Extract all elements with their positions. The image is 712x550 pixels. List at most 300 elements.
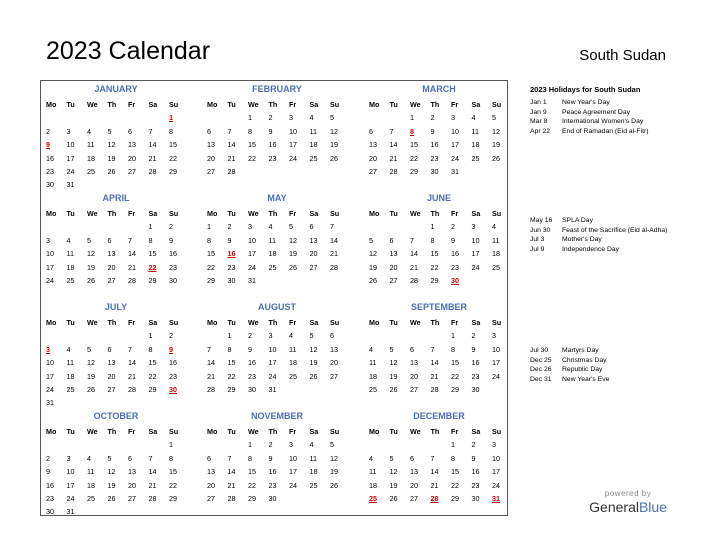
day-cell: 5 [330,440,334,450]
holiday-date: Dec 31 [530,375,552,383]
country-label: South Sudan [579,47,666,64]
day-cell: 18 [309,140,318,150]
day-cell: 27 [207,166,215,176]
holiday-row [530,226,690,236]
day-cell: 8 [227,344,232,354]
day-cell: 19 [492,140,500,150]
day-cell: 11 [309,453,317,463]
day-cell: 2 [268,113,273,123]
holiday-name: End of Ramadan (Eid al-Fitr) [562,127,649,135]
day-cell: 3 [66,453,71,463]
day-cell: 20 [107,262,116,272]
weekday-header: Fr [289,318,297,327]
day-cell: 18 [66,371,75,381]
holiday-date: Jan 1 [530,99,547,106]
month-days-grid [46,207,191,287]
weekday-header: Tu [227,209,236,218]
day-cell: 13 [207,140,215,150]
holiday-name: Christmas Day [562,356,607,364]
day-cell: 17 [268,358,277,368]
weekday-header: We [87,318,98,327]
day-cell: 12 [492,126,500,136]
day-cell: 19 [87,262,95,272]
day-cell: 9 [268,453,273,463]
day-cell: 12 [369,249,377,259]
weekday-header: Th [268,427,278,436]
day-cell: 11 [492,235,500,245]
day-cell: 23 [46,166,54,176]
holiday-group [530,346,690,384]
day-cell: 22 [430,262,439,272]
day-cell: 14 [330,235,338,245]
day-cell: 13 [107,249,116,259]
day-cell: 5 [107,126,112,136]
holiday-name: SPLA Day [562,217,593,224]
empty-cell [369,329,390,342]
day-cell: 9 [46,467,50,477]
weekday-header: Su [330,318,340,327]
day-cell: 6 [128,453,132,463]
day-cell: 5 [87,344,91,354]
weekday-header: Sa [309,209,319,218]
empty-cell [67,438,88,451]
day-cell: 30 [46,180,54,190]
empty-cell [369,111,390,124]
month-days-grid [46,98,191,192]
day-cell: 7 [227,126,232,136]
weekday-header: Fr [128,209,136,218]
weekday-header: Su [492,100,502,109]
weekday-header: Tu [66,427,75,436]
day-cell: 4 [369,453,373,463]
empty-cell [128,220,149,233]
day-cell: 29 [451,493,459,503]
day-cell: 14 [227,140,236,150]
holiday-row [530,117,690,127]
month-name: NOVEMBER [250,411,303,421]
day-cell: 24 [289,153,297,163]
day-cell: 19 [289,249,297,259]
day-cell: 28 [430,384,439,394]
day-cell: 2 [471,440,476,450]
day-cell: 2 [46,126,50,136]
day-cell: 27 [309,262,318,272]
day-cell: 20 [128,480,136,490]
calendar-grid [40,80,508,516]
day-cell: 20 [309,249,318,259]
month-name: JUNE [426,193,451,203]
day-cell: 24 [66,493,75,503]
empty-cell [108,438,129,451]
day-cell: 16 [169,358,177,368]
day-cell: 20 [107,371,116,381]
empty-cell [207,329,228,342]
holiday-day-cell: 9 [46,140,50,150]
weekday-header: Fr [451,318,459,327]
month-october [41,410,191,519]
day-cell: 20 [389,262,398,272]
day-cell: 26 [389,384,398,394]
empty-cell [390,438,411,451]
month-days-grid [46,316,191,410]
day-cell: 2 [451,222,455,232]
day-cell: 31 [451,166,459,176]
day-cell: 30 [227,275,236,285]
day-cell: 27 [389,275,398,285]
day-cell: 8 [430,235,435,245]
day-cell: 26 [330,480,338,490]
weekday-header: We [410,318,421,327]
empty-cell [87,111,108,124]
day-cell: 25 [309,153,318,163]
day-cell: 29 [451,384,459,394]
holiday-day-cell: 25 [369,493,377,503]
weekday-header: Mo [46,100,57,109]
holiday-day-cell: 9 [169,344,173,354]
day-cell: 26 [330,153,338,163]
day-cell: 3 [248,222,252,232]
day-cell: 16 [471,358,480,368]
holiday-day-cell: 31 [492,493,500,503]
day-cell: 20 [330,358,338,368]
day-cell: 28 [128,275,136,285]
day-cell: 29 [148,384,157,394]
day-cell: 6 [330,331,334,341]
empty-cell [369,438,390,451]
day-cell: 12 [87,249,95,259]
empty-cell [46,329,67,342]
day-cell: 16 [46,480,54,490]
day-cell: 15 [148,358,157,368]
weekday-header: Mo [207,427,218,436]
day-cell: 30 [46,507,54,517]
day-cell: 24 [248,262,256,272]
holiday-row [530,127,690,137]
holiday-name: Independence Day [562,245,620,253]
day-cell: 14 [148,467,157,477]
day-cell: 28 [207,384,215,394]
month-name: SEPTEMBER [410,302,467,312]
day-cell: 14 [207,358,215,368]
day-cell: 8 [207,235,211,245]
day-cell: 21 [148,153,157,163]
empty-cell [410,329,431,342]
day-cell: 7 [430,453,435,463]
weekday-header: Su [492,209,502,218]
day-cell: 3 [268,331,273,341]
month-name: JULY [104,302,128,312]
day-cell: 21 [148,480,157,490]
weekday-header: Sa [148,427,158,436]
day-cell: 28 [389,166,398,176]
day-cell: 7 [207,344,211,354]
empty-cell [108,329,129,342]
day-cell: 18 [492,249,500,259]
day-cell: 27 [410,384,418,394]
weekday-header: Sa [471,100,481,109]
day-cell: 12 [107,140,116,150]
day-cell: 6 [309,222,314,232]
day-cell: 31 [268,384,277,394]
day-cell: 19 [389,480,398,490]
day-cell: 3 [66,126,71,136]
day-cell: 19 [369,262,377,272]
day-cell: 31 [248,275,256,285]
day-cell: 14 [227,467,236,477]
month-days-grid [369,316,514,396]
day-cell: 5 [289,222,293,232]
day-cell: 13 [309,235,318,245]
weekday-header: Mo [369,209,380,218]
day-cell: 14 [430,467,439,477]
weekday-header: Mo [207,209,218,218]
day-cell: 21 [389,153,398,163]
day-cell: 26 [369,275,377,285]
brand-name [589,499,667,515]
day-cell: 30 [430,166,439,176]
day-cell: 18 [289,358,297,368]
weekday-header: Mo [46,209,57,218]
day-cell: 30 [268,493,277,503]
empty-cell [46,220,67,233]
day-cell: 19 [87,371,95,381]
day-cell: 1 [207,222,211,232]
day-cell: 26 [289,262,297,272]
day-cell: 7 [227,453,232,463]
day-cell: 31 [66,180,75,190]
day-cell: 7 [148,126,153,136]
weekday-header: Sa [309,318,319,327]
holidays-title: 2023 Holidays for South Sudan [530,85,641,94]
holiday-date: May 16 [530,217,553,224]
day-cell: 31 [66,507,75,517]
empty-cell [108,220,129,233]
day-cell: 11 [268,235,276,245]
day-cell: 3 [289,440,293,450]
weekday-header: Su [492,427,502,436]
empty-cell [390,220,411,233]
day-cell: 20 [410,371,418,381]
day-cell: 23 [268,153,277,163]
empty-cell [87,329,108,342]
day-cell: 16 [268,467,277,477]
day-cell: 17 [66,153,75,163]
empty-cell [128,438,149,451]
weekday-header: Sa [471,209,481,218]
day-cell: 17 [46,371,54,381]
day-cell: 1 [169,440,173,450]
day-cell: 29 [430,275,439,285]
day-cell: 16 [248,358,256,368]
day-cell: 17 [492,467,500,477]
day-cell: 3 [492,331,496,341]
weekday-header: Tu [389,318,398,327]
day-cell: 20 [207,480,215,490]
day-cell: 23 [46,493,54,503]
day-cell: 12 [389,358,398,368]
day-cell: 2 [248,331,252,341]
day-cell: 13 [330,344,338,354]
day-cell: 13 [410,467,418,477]
holiday-date: Mar 8 [530,118,548,125]
day-cell: 23 [430,153,439,163]
day-cell: 30 [169,275,177,285]
empty-cell [67,111,88,124]
holiday-name: Peace Agreement Day [562,108,631,116]
weekday-header: Sa [148,209,158,218]
day-cell: 16 [268,140,277,150]
day-cell: 24 [471,262,480,272]
holiday-name: Republic Day [562,366,603,373]
day-cell: 26 [107,166,116,176]
day-cell: 14 [389,140,398,150]
holiday-day-cell: 3 [46,344,50,354]
weekday-header: Mo [369,100,380,109]
day-cell: 6 [410,344,414,354]
month-days-grid [207,425,352,505]
holidays-panel [530,84,690,383]
day-cell: 1 [227,331,232,341]
day-cell: 10 [66,140,75,150]
holiday-day-cell: 16 [227,249,236,259]
month-days-grid [369,98,514,178]
weekday-header: Th [268,318,278,327]
weekday-header: We [248,100,259,109]
day-cell: 10 [451,126,459,136]
day-cell: 13 [107,358,116,368]
holiday-group [530,216,690,254]
day-cell: 10 [66,467,75,477]
weekday-header: Fr [451,427,459,436]
day-cell: 7 [330,222,334,232]
weekday-header: Tu [227,100,236,109]
day-cell: 29 [169,493,177,503]
empty-cell [431,438,452,451]
day-cell: 27 [128,166,136,176]
day-cell: 13 [207,467,215,477]
holiday-date: Jan 9 [530,108,547,116]
day-cell: 18 [309,467,318,477]
day-cell: 15 [227,358,236,368]
day-cell: 7 [389,126,394,136]
day-cell: 8 [148,235,153,245]
day-cell: 20 [128,153,136,163]
day-cell: 24 [66,166,75,176]
weekday-header: Th [268,209,278,218]
day-cell: 30 [248,384,256,394]
day-cell: 2 [46,453,50,463]
day-cell: 14 [128,358,136,368]
day-cell: 11 [87,467,95,477]
day-cell: 12 [389,467,398,477]
weekday-header: Mo [369,318,380,327]
holiday-name: Feast of the Sacrifice (Eid al-Adha) [562,226,668,234]
weekday-header: Fr [289,209,297,218]
day-cell: 21 [128,371,136,381]
day-cell: 19 [389,371,398,381]
day-cell: 4 [66,344,71,354]
day-cell: 25 [289,371,297,381]
day-cell: 31 [46,398,54,408]
day-cell: 27 [369,166,377,176]
day-cell: 8 [451,453,455,463]
day-cell: 14 [430,358,439,368]
empty-cell [390,329,411,342]
day-cell: 29 [148,275,157,285]
day-cell: 21 [227,153,236,163]
weekday-header: Su [492,318,502,327]
day-cell: 14 [410,249,418,259]
empty-cell [108,111,129,124]
month-name: MAY [267,193,287,203]
month-april [41,192,191,287]
day-cell: 13 [128,140,136,150]
day-cell: 18 [66,262,75,272]
day-cell: 9 [471,344,476,354]
holiday-date: Jul 9 [530,245,545,253]
day-cell: 5 [87,235,91,245]
day-cell: 30 [471,493,480,503]
day-cell: 28 [227,166,236,176]
weekday-header: Sa [148,100,158,109]
day-cell: 13 [369,140,377,150]
day-cell: 26 [87,384,95,394]
day-cell: 2 [430,113,435,123]
day-cell: 25 [471,153,480,163]
day-cell: 22 [410,153,418,163]
day-cell: 4 [268,222,273,232]
weekday-header: Tu [389,427,398,436]
day-cell: 22 [248,480,256,490]
holiday-day-cell: 28 [430,493,439,503]
day-cell: 23 [451,262,459,272]
day-cell: 22 [227,371,236,381]
day-cell: 10 [46,249,54,259]
holiday-group [530,98,690,136]
day-cell: 23 [248,371,256,381]
month-name: OCTOBER [93,411,139,421]
day-cell: 21 [430,480,439,490]
day-cell: 19 [107,480,116,490]
day-cell: 13 [410,358,418,368]
day-cell: 12 [330,453,338,463]
day-cell: 8 [169,453,173,463]
empty-cell [207,438,228,451]
holiday-date: Jul 3 [530,236,545,243]
day-cell: 22 [248,153,256,163]
day-cell: 8 [248,126,252,136]
weekday-header: Su [330,100,340,109]
holiday-name: International Women's Day [562,118,644,125]
weekday-header: We [87,209,98,218]
day-cell: 4 [309,113,314,123]
month-days-grid [46,425,191,519]
day-cell: 25 [309,480,318,490]
weekday-header: We [410,100,421,109]
day-cell: 15 [451,358,459,368]
day-cell: 28 [227,493,236,503]
empty-cell [128,111,149,124]
day-cell: 25 [66,275,75,285]
weekday-header: Tu [227,318,236,327]
day-cell: 6 [207,453,211,463]
weekday-header: Mo [46,318,57,327]
day-cell: 12 [107,467,116,477]
day-cell: 4 [309,440,314,450]
day-cell: 15 [430,249,439,259]
month-june [364,192,514,287]
day-cell: 5 [492,113,496,123]
